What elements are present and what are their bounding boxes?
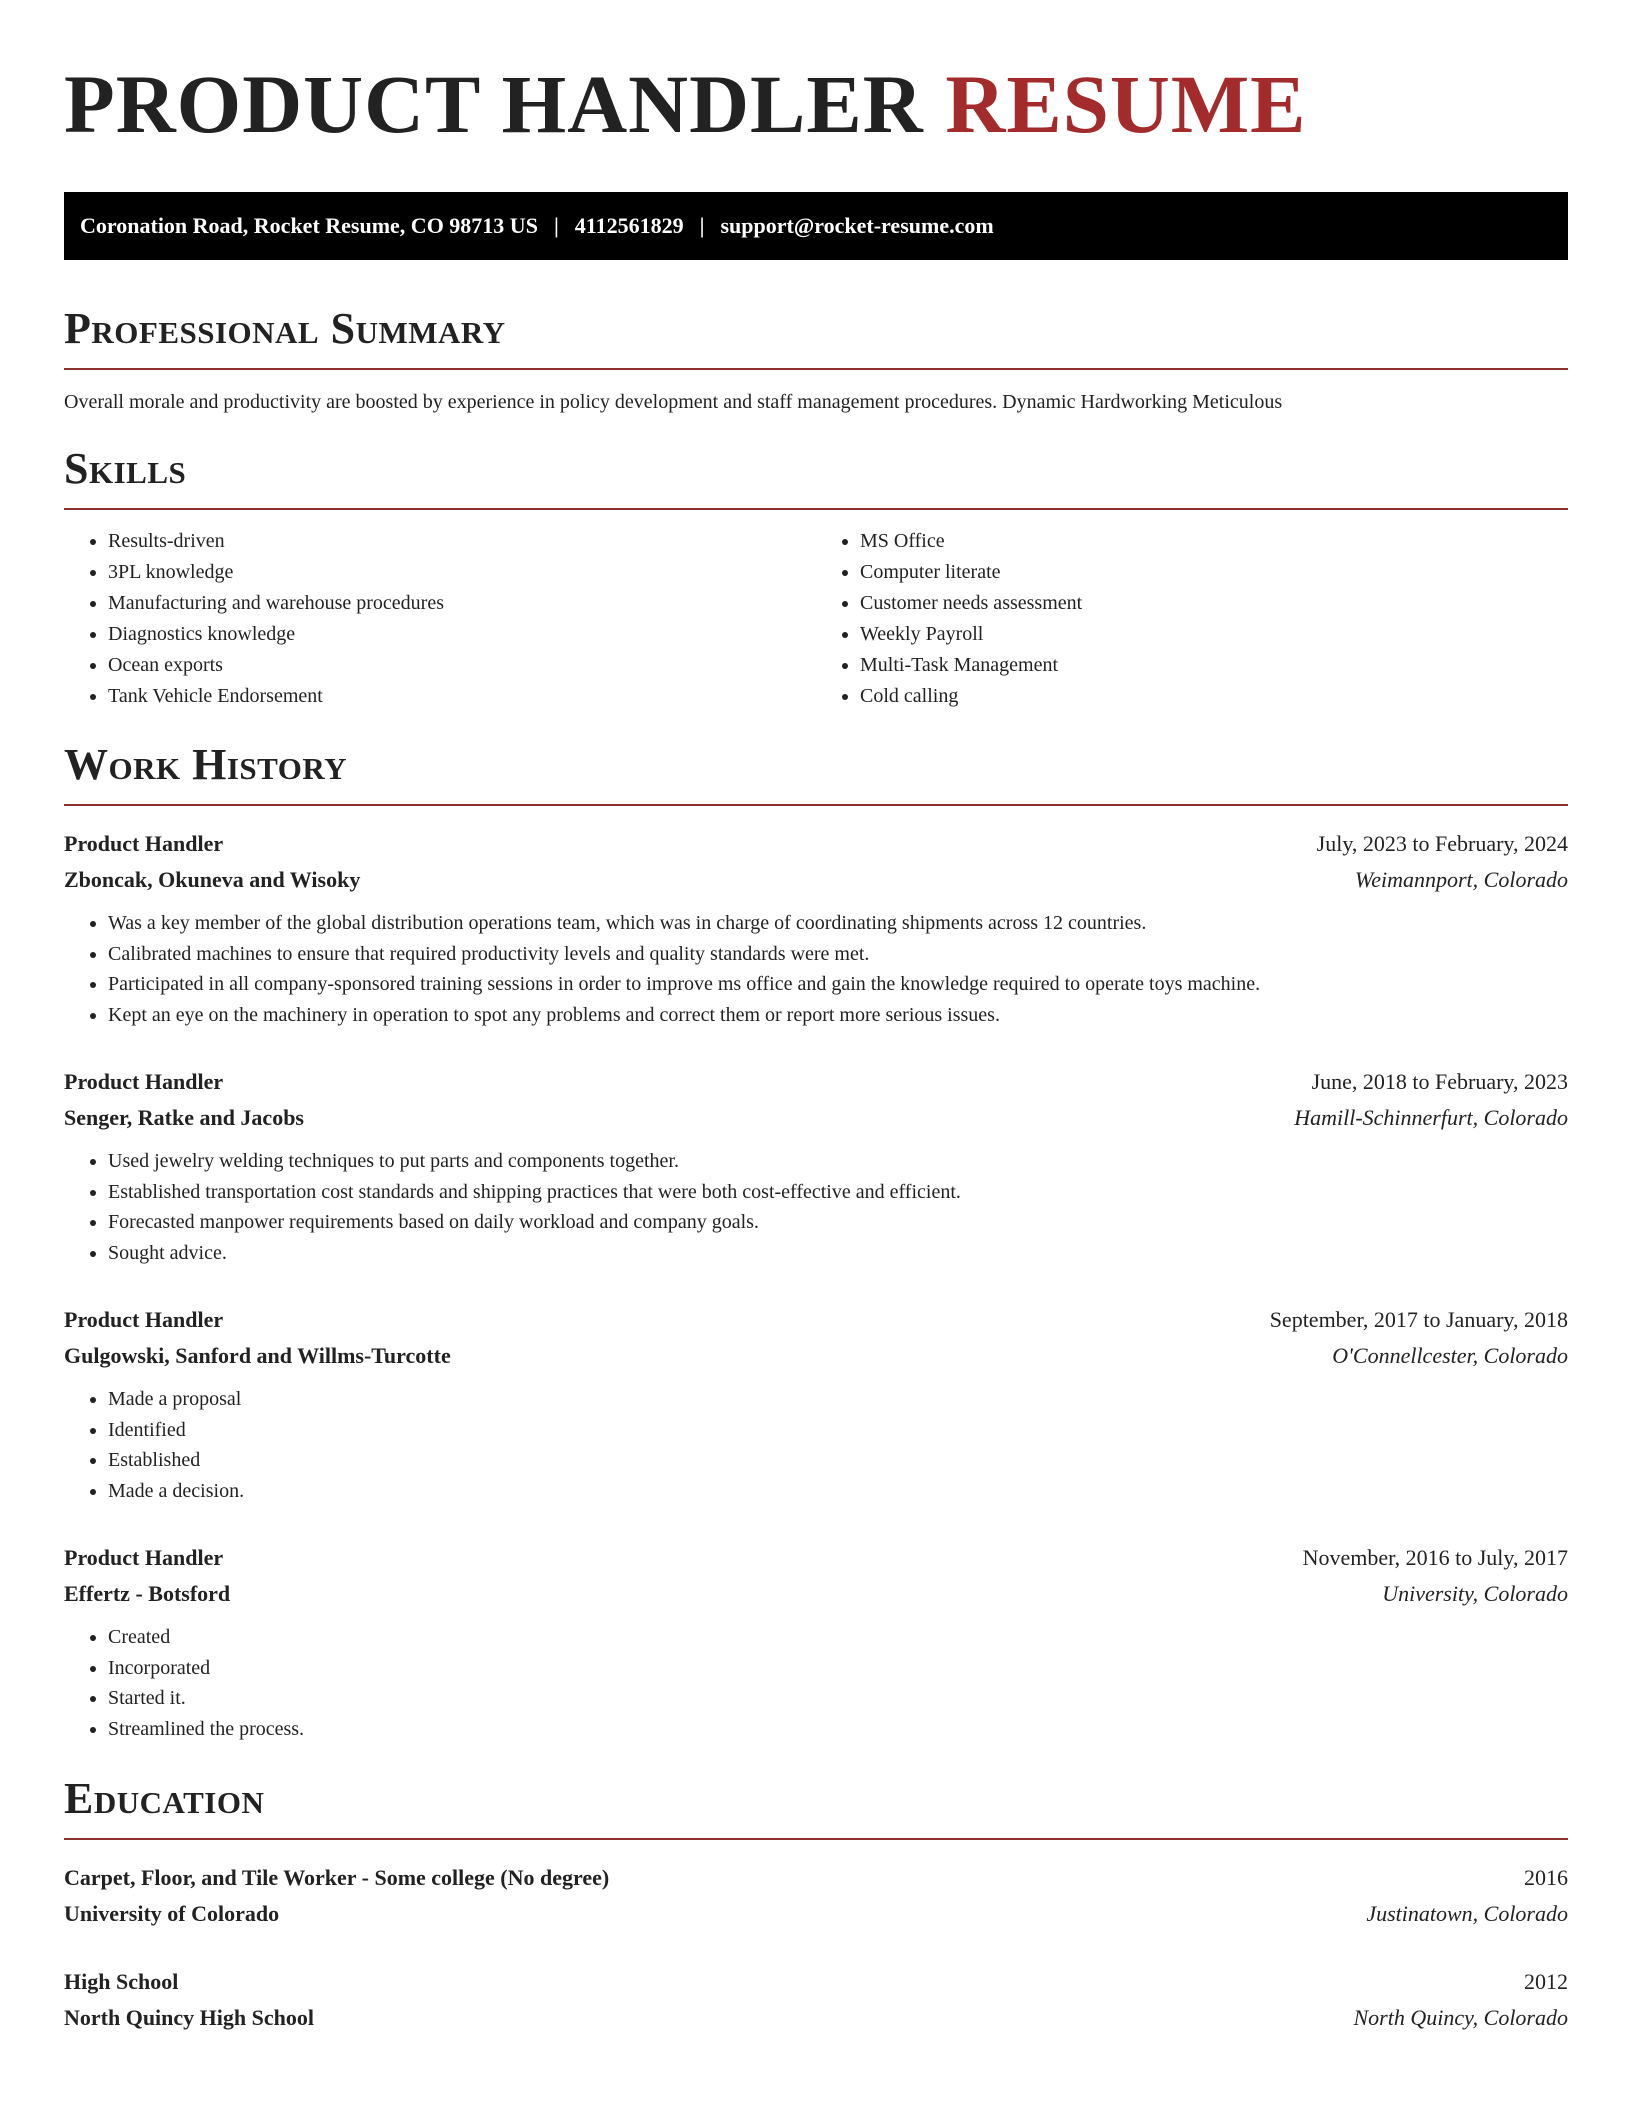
contact-address: Coronation Road, Rocket Resume, CO 98713 US <box>80 213 538 238</box>
job-bullet: • Kept an eye on the machinery in operation to spot any problems and correct them or report more serious issues. <box>108 1000 1568 1031</box>
title-accent: RESUME <box>945 58 1307 150</box>
job-bullet: • Created <box>108 1622 1568 1653</box>
contact-separator: | <box>553 213 559 238</box>
skill-item: • Weekly Payroll <box>860 619 1568 650</box>
skills-list <box>64 526 1568 712</box>
education-entry <box>64 1964 1568 2036</box>
job-bullet: • Incorporated <box>108 1653 1568 1684</box>
job-dates: September, 2017 to January, 2018 <box>1269 1307 1568 1332</box>
education-year: 2012 <box>1524 1969 1568 1994</box>
job-company-row <box>64 1100 1568 1136</box>
job-bullet: • Made a decision. <box>108 1476 1568 1507</box>
job-bullet: • Calibrated machines to ensure that required productivity levels and quality standards were met. <box>108 939 1568 970</box>
education-school-row <box>64 1896 1568 1932</box>
job-title-row <box>64 826 1568 862</box>
job-title-row <box>64 1064 1568 1100</box>
job-bullets <box>64 908 1568 1030</box>
job-bullet: • Made a proposal <box>108 1384 1568 1415</box>
job-bullet: • Was a key member of the global distribution operations team, which was in charge of coordinating shipments across 12 countries. <box>108 908 1568 939</box>
job-entry <box>64 1540 1568 1744</box>
education-year: 2016 <box>1524 1865 1568 1890</box>
education-entry <box>64 1860 1568 1932</box>
skill-item: • Diagnostics knowledge <box>108 619 816 650</box>
job-bullet: • Used jewelry welding techniques to put parts and components together. <box>108 1146 1568 1177</box>
education-degree: High School <box>64 1969 179 1994</box>
job-entry <box>64 1302 1568 1506</box>
job-bullets <box>64 1622 1568 1744</box>
job-title: Product Handler <box>64 1545 224 1570</box>
job-location: University, Colorado <box>1382 1581 1568 1606</box>
skill-item: • Tank Vehicle Endorsement <box>108 681 816 712</box>
job-company-row <box>64 862 1568 898</box>
job-bullets <box>64 1384 1568 1506</box>
education-school-row <box>64 2000 1568 2036</box>
education-school: North Quincy High School <box>64 2005 314 2030</box>
job-title-row <box>64 1302 1568 1338</box>
job-location: O'Connellcester, Colorado <box>1332 1343 1568 1368</box>
skill-item: • Cold calling <box>860 681 1568 712</box>
skills-column-left <box>64 526 816 712</box>
job-bullets <box>64 1146 1568 1268</box>
job-title-row <box>64 1540 1568 1576</box>
job-company-row <box>64 1338 1568 1374</box>
job-company: Zboncak, Okuneva and Wisoky <box>64 867 361 892</box>
education-location: North Quincy, Colorado <box>1353 2005 1568 2030</box>
job-entry <box>64 826 1568 1030</box>
job-company: Senger, Ratke and Jacobs <box>64 1105 304 1130</box>
skill-item: • 3PL knowledge <box>108 557 816 588</box>
job-company: Effertz - Botsford <box>64 1581 231 1606</box>
resume-title <box>64 58 1568 150</box>
job-bullet: • Started it. <box>108 1683 1568 1714</box>
contact-separator: | <box>699 213 705 238</box>
job-bullet: • Sought advice. <box>108 1238 1568 1269</box>
contact-email: support@rocket-resume.com <box>720 213 994 238</box>
job-title: Product Handler <box>64 1069 224 1094</box>
skill-item: • Computer literate <box>860 557 1568 588</box>
skill-item: • Results-driven <box>108 526 816 557</box>
job-entry <box>64 1064 1568 1268</box>
job-location: Hamill-Schinnerfurt, Colorado <box>1294 1105 1568 1130</box>
job-location: Weimannport, Colorado <box>1354 867 1568 892</box>
job-title: Product Handler <box>64 831 224 856</box>
job-bullet: • Established <box>108 1445 1568 1476</box>
summary-heading: Professional Summary <box>64 304 506 353</box>
job-company: Gulgowski, Sanford and Willms-Turcotte <box>64 1343 451 1368</box>
section-divider <box>64 1838 1568 1840</box>
skills-heading: Skills <box>64 444 187 493</box>
education-degree: Carpet, Floor, and Tile Worker - Some college (No degree) <box>64 1865 610 1890</box>
education-degree-row <box>64 1964 1568 2000</box>
job-dates: June, 2018 to February, 2023 <box>1311 1069 1568 1094</box>
job-dates: November, 2016 to July, 2017 <box>1302 1545 1568 1570</box>
job-bullet: • Forecasted manpower requirements based on daily workload and company goals. <box>108 1207 1568 1238</box>
education-heading: Education <box>64 1774 265 1823</box>
job-bullet: • Established transportation cost standards and shipping practices that were both cost-effective and efficient. <box>108 1177 1568 1208</box>
skills-column-right <box>816 526 1568 712</box>
job-company-row <box>64 1576 1568 1612</box>
section-divider <box>64 804 1568 806</box>
summary-text: Overall morale and productivity are boosted by experience in policy development and staff management procedures. Dynamic Hardworking Meticulous <box>64 391 1283 413</box>
skill-item: • MS Office <box>860 526 1568 557</box>
job-title: Product Handler <box>64 1307 224 1332</box>
skill-item: • Customer needs assessment <box>860 588 1568 619</box>
education-location: Justinatown, Colorado <box>1366 1901 1568 1926</box>
education-degree-row <box>64 1860 1568 1896</box>
job-dates: July, 2023 to February, 2024 <box>1316 831 1568 856</box>
contact-bar <box>64 192 1568 260</box>
job-bullet: • Streamlined the process. <box>108 1714 1568 1745</box>
section-divider <box>64 368 1568 370</box>
education-school: University of Colorado <box>64 1901 280 1926</box>
contact-phone: 4112561829 <box>574 213 684 238</box>
skill-item: • Manufacturing and warehouse procedures <box>108 588 816 619</box>
skill-item: • Ocean exports <box>108 650 816 681</box>
skill-item: • Multi-Task Management <box>860 650 1568 681</box>
work-history-heading: Work History <box>64 740 348 789</box>
job-bullet: • Identified <box>108 1415 1568 1446</box>
job-bullet: • Participated in all company-sponsored training sessions in order to improve ms office and gain the knowledge required to operate toys machine. <box>108 969 1568 1000</box>
title-main: PRODUCT HANDLER <box>64 58 924 150</box>
section-divider <box>64 508 1568 510</box>
